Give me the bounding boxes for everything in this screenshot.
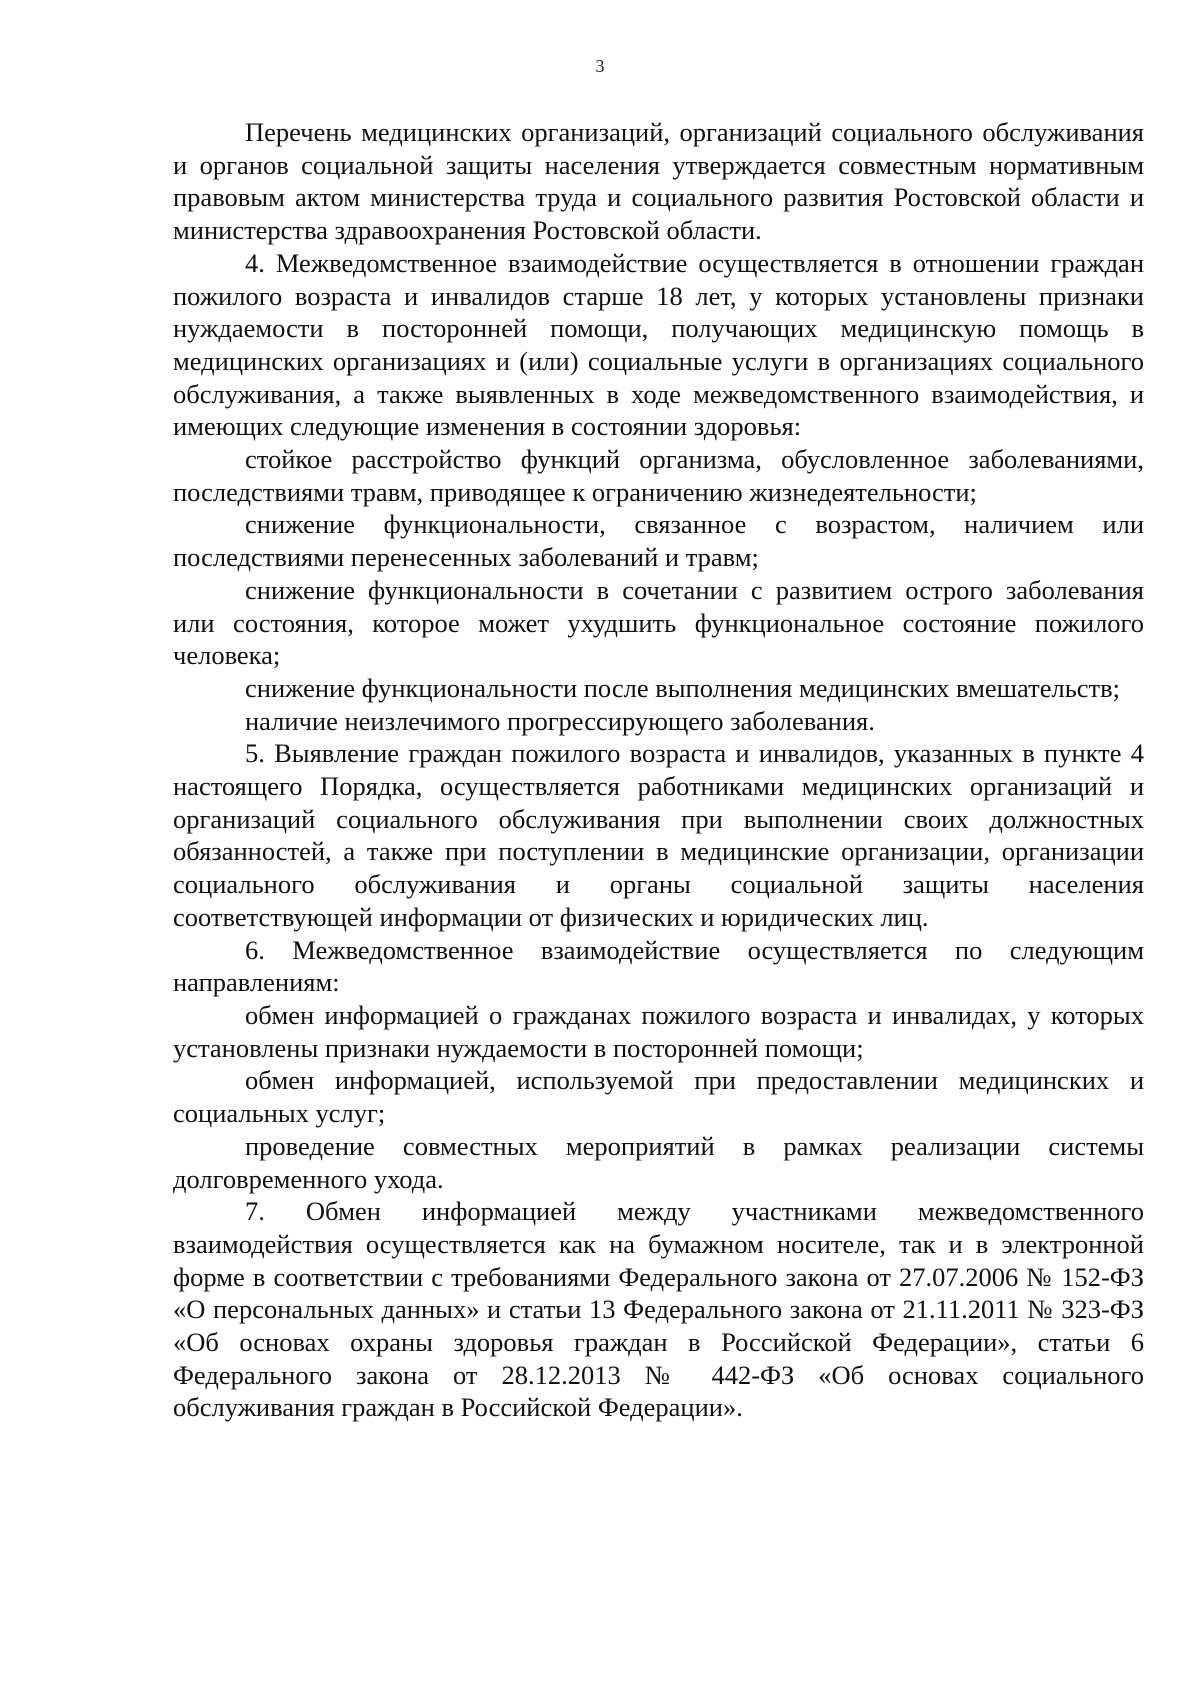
paragraph-direction-3: проведение совместных мероприятий в рамках реализации системы долговременного ухода. [173, 1130, 1144, 1194]
paragraph-condition-5: наличие неизлечимого прогрессирующего заболевания. [245, 705, 875, 736]
paragraph-item-5: 5. Выявление граждан пожилого возраста и инвалидов, указанных в пункте 4 настоящего Порядка, осуществляется работниками медицинских организаций и организаций социального обслуживания при выполнении своих должностных обязанностей, а также при поступлении в медицинские организации, организации социального обслуживания и органы социальной защиты населения соответствующей информации от физических и юридических лиц. [173, 738, 1144, 932]
paragraph-list-approval: Перечень медицинских организаций, организаций социального обслуживания и органов социальной защиты населения утверждается совместным нормативным правовым актом министерства труда и социального развития Ростовской области и министерства здравоохранения Ростовской области. [173, 117, 1144, 246]
page-number: 3 [595, 56, 605, 76]
paragraph-item-4: 4. Межведомственное взаимодействие осуществляется в отношении граждан пожилого возраста и инвалидов старше 18 лет, у которых установлены признаки нуждаемости в посторонней помощи, получающих медицинскую помощь в медицинских организациях и (или) социальные услуги в организациях социального обслуживания, а также выявленных в ходе межведомственного взаимодействия, и имеющих следующие изменения в состоянии здоровья: [173, 247, 1144, 442]
paragraph-condition-1: стойкое расстройство функций организма, обусловленное заболеваниями, последствиями травм, приводящее к ограничению жизнедеятельности; [173, 444, 1144, 507]
paragraph-direction-2: обмен информацией, используемой при предоставлении медицинских и социальных услуг; [173, 1065, 1144, 1129]
paragraph-item-6: 6. Межведомственное взаимодействие осуществляется по следующим направлениям: [173, 934, 1144, 998]
paragraph-condition-2: снижение функциональности, связанное с возрастом, наличием или последствиями перенесенных заболеваний и травм; [173, 509, 1144, 573]
paragraph-condition-4: снижение функциональности после выполнения медицинских вмешательств; [245, 672, 1120, 703]
paragraph-direction-1: обмен информацией о гражданах пожилого возраста и инвалидах, у которых установлены признаки нуждаемости в посторонней помощи; [173, 999, 1144, 1063]
document-body [173, 116, 1144, 1424]
paragraph-condition-3: снижение функциональности в сочетании с развитием острого заболевания или состояния, которое может ухудшить функциональное состояние пожилого человека; [173, 574, 1144, 671]
paragraph-item-7: 7. Обмен информацией между участниками межведомственного взаимодействия осуществляется как на бумажном носителе, так и в электронной форме в соответствии с требованиями Федерального закона от 27.07.2006 № 152-ФЗ «О персональных данных» и статьи 13 Федерального закона от 21.11.2011 № 323-ФЗ «Об основах охраны здоровья граждан в Российской Федерации», статьи 6 Федерального закона от 28.12.2013 № 442-ФЗ «Об основах социального обслуживания граждан в Российской Федерации». [173, 1196, 1144, 1423]
